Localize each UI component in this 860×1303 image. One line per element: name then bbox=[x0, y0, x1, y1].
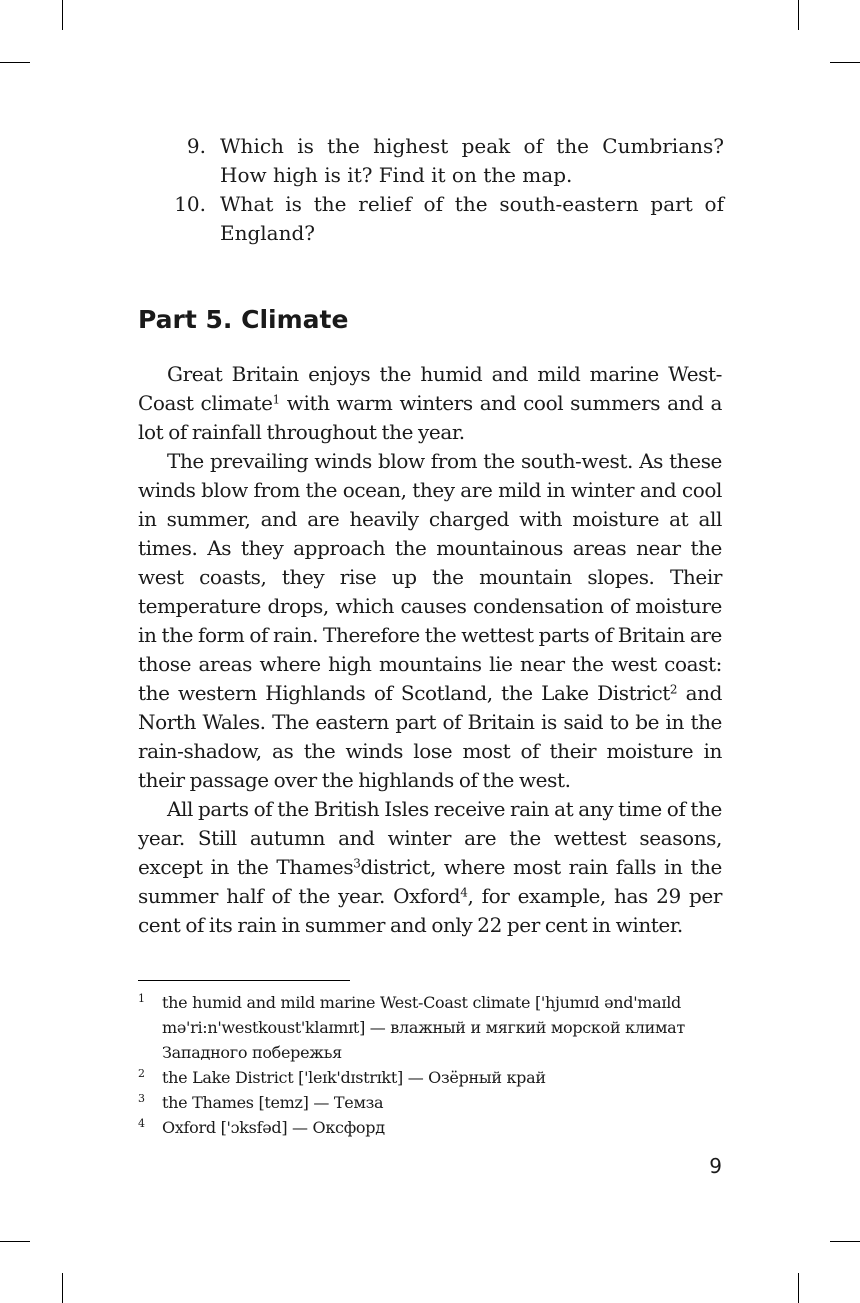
question-number: 10. bbox=[174, 192, 206, 216]
crop-mark bbox=[798, 1273, 799, 1303]
footnote-text: the Thames [temz] — Темза bbox=[162, 1093, 384, 1112]
footnote-ref: 4 bbox=[460, 885, 468, 900]
question-text: What is the relief of the south-eastern part of England? bbox=[220, 192, 724, 245]
footnote-ref: 1 bbox=[272, 392, 280, 407]
paragraph bbox=[138, 447, 722, 795]
footnotes bbox=[138, 990, 724, 1140]
page-number: 9 bbox=[709, 1154, 722, 1178]
question-item bbox=[172, 190, 724, 248]
footnote-ref: 3 bbox=[353, 856, 361, 871]
paragraph-text: district, where most rain falls in the summer half of the year. Oxford bbox=[138, 855, 722, 908]
question-number: 9. bbox=[186, 134, 206, 158]
footnote bbox=[138, 1090, 724, 1115]
question-list bbox=[172, 132, 724, 248]
footnote-text: Oxford ['ɔksfəd] — Оксфорд bbox=[162, 1118, 385, 1137]
paragraph bbox=[138, 795, 722, 940]
paragraph-text: The prevailing winds blow from the south-west. As these winds blow from the ocean, they are mild in winter and cool in summer, and are heavily charged with moisture at all times. As they approach the mountainous areas near the west coasts, they rise up the mountain slopes. Their temperature drops, which causes condensation of moisture in the form of rain. Therefore the wettest parts of Britain are those areas where high mountains lie near the west coast: the western Highlands of Scotland, the Lake District bbox=[138, 449, 722, 705]
crop-mark bbox=[830, 62, 860, 63]
footnote-separator bbox=[138, 980, 350, 981]
footnote-number: 4 bbox=[138, 1117, 145, 1130]
section-heading: Part 5. Climate bbox=[138, 305, 349, 334]
crop-mark bbox=[62, 0, 63, 30]
footnote bbox=[138, 1065, 724, 1090]
question-text: Which is the highest peak of the Cumbrians? How high is it? Find it on the map. bbox=[220, 134, 724, 187]
footnote bbox=[138, 1115, 724, 1140]
footnote-number: 1 bbox=[138, 992, 145, 1005]
body-text bbox=[138, 360, 722, 940]
paragraph-text: and North Wales. The eastern part of Britain is said to be in the rain-shadow, as the winds lose most of their moisture in their passage over the highlands of the west. bbox=[138, 681, 723, 792]
paragraph-text: Great Britain enjoys the humid and mild marine West-Coast climate bbox=[138, 362, 722, 415]
crop-mark bbox=[798, 0, 799, 30]
crop-mark bbox=[0, 62, 30, 63]
crop-mark bbox=[0, 1241, 30, 1242]
footnote bbox=[138, 990, 724, 1065]
paragraph bbox=[138, 360, 722, 447]
footnote-number: 3 bbox=[138, 1092, 145, 1105]
crop-mark bbox=[830, 1241, 860, 1242]
paragraph-text: All parts of the British Isles receive rain at any time of the year. Still autumn and winter are the wettest seasons, except in the Thames bbox=[138, 797, 722, 879]
crop-mark bbox=[62, 1273, 63, 1303]
footnote-text: the Lake District ['leɪk'dɪstrɪkt] — Озёрный край bbox=[162, 1068, 546, 1087]
footnote-number: 2 bbox=[138, 1067, 145, 1080]
footnote-ref: 2 bbox=[669, 682, 678, 697]
footnote-text: the humid and mild marine West-Coast climate ['hjumɪd ənd'maɪld mə'ri:n'westkoust'klaɪmɪt] — влажный и мягкий морской климат Западного побережья bbox=[162, 993, 685, 1062]
question-item bbox=[172, 132, 724, 190]
paragraph-text: with warm winters and cool summers and a lot of rainfall throughout the year. bbox=[138, 391, 722, 444]
paragraph-text: , for example, has 29 per cent of its rain in summer and only 22 per cent in winter. bbox=[138, 884, 722, 937]
